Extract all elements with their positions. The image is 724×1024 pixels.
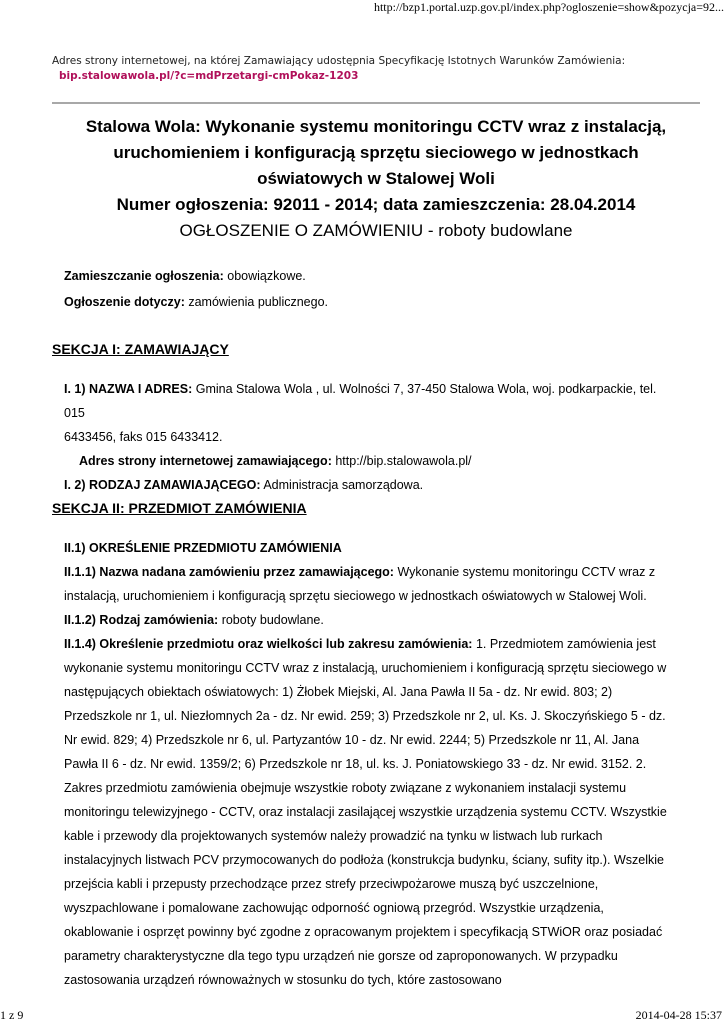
contracting-name-value-1: Gmina Stalowa Wola , ul. Wolności 7, 37-450 Stalowa Wola, woj. podkarpackie, tel. 015 <box>64 382 657 420</box>
section-1-body <box>64 377 676 497</box>
header-divider <box>52 102 700 104</box>
notice-number: Numer ogłoszenia: 92011 - 2014; data zamieszczenia: 28.04.2014 <box>116 195 636 214</box>
notice-kind: OGŁOSZENIE O ZAMÓWIENIU - roboty budowlane <box>179 221 573 240</box>
placement-field <box>64 268 306 285</box>
section-1-heading: SEKCJA I: ZAMAWIAJĄCY <box>52 341 229 357</box>
concerns-value: zamówienia publicznego. <box>188 295 329 309</box>
section-2-body <box>64 536 676 992</box>
concerns-field <box>64 294 328 311</box>
contracting-name-label: I. 1) NAZWA I ADRES: <box>64 382 193 396</box>
contracting-type-value: Administracja samorządowa. <box>263 478 424 492</box>
order-name-value: Wykonanie systemu monitoringu CCTV wraz z instalacją, uruchomieniem i konfiguracją sprzętu sieciowego w jednostkach oświatowych w Stalowej Woli. <box>64 565 656 603</box>
print-header-url: http://bzp1.portal.uzp.gov.pl/index.php?ogloszenie=show&pozycja=92... <box>373 0 724 14</box>
subject-subheading: II.1) OKREŚLENIE PRZEDMIOTU ZAMÓWIENIA <box>64 541 342 555</box>
contracting-name-value-2: 6433456, faks 015 6433412. <box>64 430 223 444</box>
placement-label: Zamieszczanie ogłoszenia: <box>64 269 224 283</box>
section-2-heading: SEKCJA II: PRZEDMIOT ZAMÓWIENIA <box>52 500 307 516</box>
siwz-address-link[interactable]: bip.stalowawola.pl/?c=mdPrzetargi-cmPokaz-1203 <box>59 70 359 82</box>
contracting-type-label: I. 2) RODZAJ ZAMAWIAJĄCEGO: <box>64 478 261 492</box>
print-datetime: 2014-04-28 15:37 <box>635 1008 722 1022</box>
notice-title-block <box>52 114 700 244</box>
title-line-2: uruchomieniem i konfiguracją sprzętu sieciowego w jednostkach <box>113 143 639 162</box>
concerns-label: Ogłoszenie dotyczy: <box>64 295 185 309</box>
siwz-address-label: Adres strony internetowej, na której Zamawiający udostępnia Specyfikację Istotnych Warunków Zamówienia: <box>52 55 626 67</box>
siwz-address-note <box>52 54 692 84</box>
page-number: 1 z 9 <box>0 1008 24 1022</box>
contracting-web-value[interactable]: http://bip.stalowawola.pl/ <box>335 454 472 468</box>
order-name-label: II.1.1) Nazwa nadana zamówieniu przez zamawiającego: <box>64 565 394 579</box>
title-line-3: oświatowych w Stalowej Woli <box>257 169 495 188</box>
title-line-1: Stalowa Wola: Wykonanie systemu monitoringu CCTV wraz z instalacją, <box>85 117 667 136</box>
order-scope-value: 1. Przedmiotem zamówienia jest wykonanie systemu monitoringu CCTV wraz z instalacją, uruchomieniem i konfiguracją sprzętu sieciowego w następujących obiektach oświatowych: 1) Żłobek Miejski, Al. Jana Pawła II 5a - dz. Nr ewid. 803; 2) Przedszkole nr 1, ul. Niezłomnych 2a - dz. Nr ewid. 259; 3) Przedszkole nr 2, ul. Ks. J. Skoczyńskiego 5 - dz. Nr ewid. 829; 4) Przedszkole nr 6, ul. Partyzantów 10 - dz. Nr ewid. 2244; 5) Przedszkole nr 11, Al. Jana Pawła II 6 - dz. Nr ewid. 1359/2; 6) Przedszkole nr 18, ul. ks. J. Poniatowskiego 33 - dz. Nr ewid. 3152. 2. Zakres przedmiotu zamówienia obejmuje wszystkie roboty związane z wykonaniem instalacji systemu monitoringu telewizyjnego - CCTV, oraz instalacji zasilającej wszystkie urządzenia systemu CCTV. Wszystkie kable i przewody dla projektowanych systemów należy prowadzić na tynku w listwach lub rurkach instalacyjnych listwach PCV przymocowanych do podłoża (konstrukcja budynku, ściany, sufity itp.). Wszelkie przejścia kabli i przepusty przechodzące przez strefy przeciwpożarowe muszą być uszczelnione, wyszpachlowane i pomalowane zachowując odporność ogniową przegród. Wszystkie urządzenia, okablowanie i osprzęt powinny być zgodne z opracowanym projektem i specyfikacją STWiOR oraz posiadać parametry charakterystyczne dla tego typu urządzeń nie gorsze od zaproponowanych. W przypadku zastosowania urządzeń równoważnych w stosunku do tych, które zastosowano <box>64 637 667 987</box>
order-kind-value: roboty budowlane. <box>221 613 324 627</box>
order-kind-label: II.1.2) Rodzaj zamówienia: <box>64 613 219 627</box>
contracting-web-label: Adres strony internetowej zamawiającego: <box>79 454 332 468</box>
placement-value: obowiązkowe. <box>227 269 306 283</box>
order-scope-label: II.1.4) Określenie przedmiotu oraz wielkości lub zakresu zamówienia: <box>64 637 473 651</box>
